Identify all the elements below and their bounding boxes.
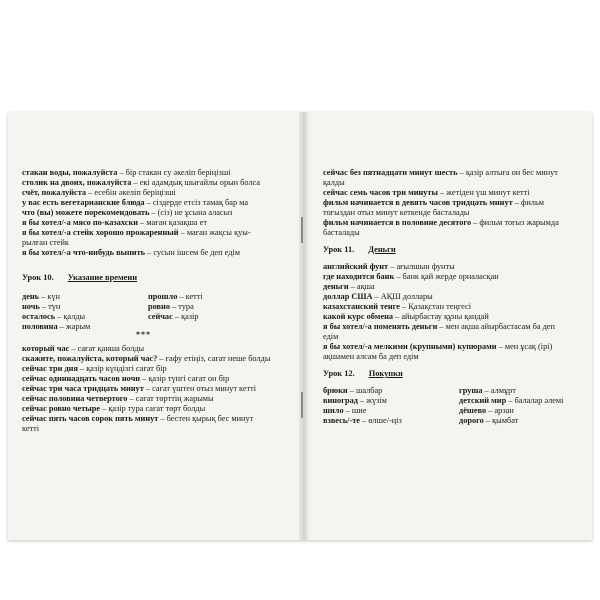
phrase-line: стакан воды, пожалуйста – бір стакан су әкеліп беріңізші [22,168,231,177]
lesson-heading: Урок 10. Указание времени [22,273,138,282]
vocab-item: дёшево – арзан [459,406,514,415]
staple-top [301,217,303,243]
vocab-item: сейчас – қазір [148,312,199,321]
phrase-line: который час – сағат қанша болды [22,344,145,353]
phrase-line: где находится банк – банк қай жерде орналасқан [323,272,499,281]
vocab-item: груша – алмұрт [459,386,516,395]
phrase-line: тоғыздан отыз минут кеткенде басталады [323,208,470,217]
phrase-line: деньги – ақша [323,282,375,291]
vocab-item: шило – шие [323,406,367,415]
phrase-line: я бы хотел/-а стейк хорошо прожаренный – маған жақсы қуы- [22,228,251,237]
vocab-item: ночь – түн [22,302,61,311]
phrase-line: казахстанский тенге – Қазақстан теңгесі [323,302,471,311]
vocab-item: виноград – жүзім [323,396,387,405]
section-separator: *** [136,330,151,339]
phrase-line: сейчас три часа тридцать минут – сағат үштен отыз минут кетті [22,384,257,393]
phrase-line: я бы хотел/-а что-нибудь выпить – сусын ішсем бе деп едім [22,248,240,257]
phrase-line: фильм начинается в половине десятого – фильм тоғыз жарымда [323,218,559,227]
phrase-line: сейчас без пятнадцати минут шесть – қазір алтыға он бес минут [323,168,558,177]
vocab-item: брюки – шалбар [323,386,383,395]
page-fold [299,112,309,540]
vocab-item: дорого – қымбат [459,416,519,425]
phrase-line: доллар США – АҚШ доллары [323,292,433,301]
phrase-line: что (вы) можете порекомендовать – (сіз) не ұсына аласыз [22,208,233,217]
phrase-line: счёт, пожалуйста – есебін әкеліп беріңізші [22,188,176,197]
phrase-line: я бы хотел/-а мясо по-казахски – маған қазақша ет [22,218,207,227]
phrase-line: сейчас половина четвертого – сағат төрттің жарымы [22,394,214,403]
lesson-heading: Урок 11. Деньги [323,245,396,254]
phrase-line: у вас есть вегетарианские блюда – сіздерде етсіз тамақ бар ма [22,198,249,207]
phrase-line: я бы хотел/-а поменять деньги – мен ақша айырбастасам ба деп [323,322,555,331]
vocab-item: день – күн [22,292,60,301]
phrase-line: кетті [22,424,40,433]
booklet-spread [8,112,592,540]
staple-bottom [301,392,303,418]
phrase-line: едім [323,332,339,341]
phrase-line: скажите, пожалуйста, который час? – ғафу етіңіз, сағат неше болды [22,354,271,363]
phrase-line: ақшамен алсам ба деп едім [323,352,419,361]
phrase-line: басталады [323,228,360,237]
vocab-item: половина – жарым [22,322,91,331]
vocab-item: осталось – қалды [22,312,86,321]
vocab-item: ровно – тура [148,302,194,311]
phrase-line: сейчас пять часов сорок пять минут – бестен қырық бес минут [22,414,254,423]
phrase-line: рылған стейк [22,238,69,247]
phrase-line: столик на двоих, пожалуйста – екі адамдық шығайлы орын болса [22,178,261,187]
phrase-line: какой курс обмена – айырбастау құны қандай [323,312,489,321]
phrase-line: сейчас семь часов три минуты – жетіден үш минут кетті [323,188,530,197]
lesson-heading: Урок 12. Покупки [323,369,403,378]
vocab-item: прошло – кетті [148,292,203,301]
phrase-line: сейчас одиннадцать часов ночи – қазір түнгі сағат он бір [22,374,230,383]
phrase-line: сейчас три дня – қазір күндізгі сағат бір [22,364,167,373]
phrase-line: английский фунт – ағылшын фунты [323,262,455,271]
phrase-line: сейчас ровно четыре – қазір тура сағат төрт болды [22,404,206,413]
phrase-line: я бы хотел/-а мелкими (крупными) купюрами – мен ұсақ (ірі) [323,342,553,351]
phrase-line: қалды [323,178,345,187]
vocab-item: взвесь/-те – өлше/-ңіз [323,416,402,425]
phrase-line: фильм начинается в девять часов тридцать минут – фильм [323,198,544,207]
vocab-item: детский мир – балалар әлемі [459,396,564,405]
